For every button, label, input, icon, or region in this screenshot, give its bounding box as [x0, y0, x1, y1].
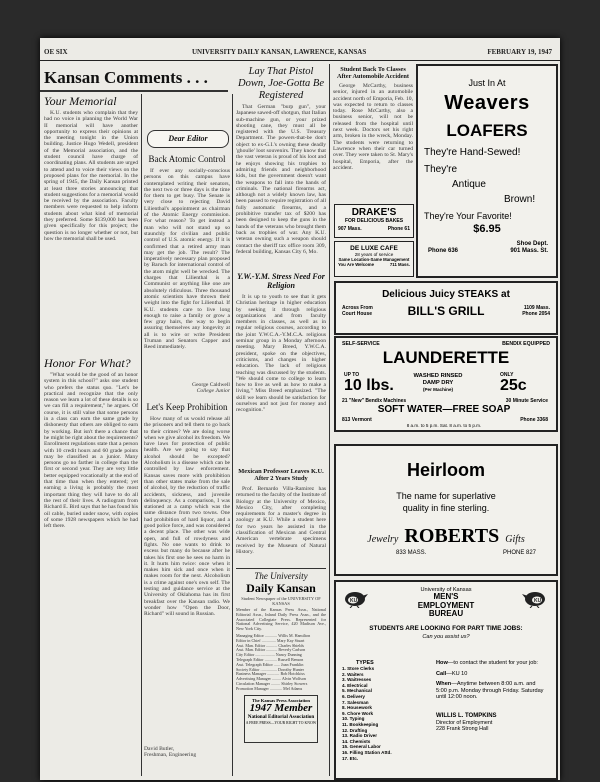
deluxe-cafe-ad — [334, 241, 414, 277]
drakes-sub: FOR DELICIOUS BAKES — [344, 218, 404, 224]
mexican-article — [236, 486, 326, 564]
deluxe-years: 28 years of service — [354, 252, 394, 257]
emp-type-item: 15. General Labor — [342, 744, 381, 750]
drakes-phone: Phone 61 — [387, 226, 410, 232]
paper-name: UNIVERSITY DAILY KANSAN, LAWRENCE, KANSAS — [192, 48, 367, 56]
staff-line: Advertising Manager ......... Alvin Wolfson — [236, 677, 306, 682]
student-headline: Student Back To Classes After Automobile Accident — [337, 66, 409, 80]
emp-type-item: 7. Salesman — [342, 699, 369, 705]
student-article — [333, 83, 413, 199]
seal-year: 1947 — [249, 701, 272, 714]
svg-text:KU: KU — [350, 598, 358, 604]
roberts-contact — [336, 548, 556, 556]
honor-body: "What would be the good of an honor system in this school?" asks one student who prefers the status quo. "Let's be practical and recognize that the only reason we learn a lot of these details is so we can fill a requirement," he argues. Of course, it is still value that some persons in a class can earn the same grade by dishonesty that others are obliged to earn by working. But isn't there a chance that he might be right about the requirements? Enrollment regulations state that a person with 10 credit hours and 60 grade points may be classified as a junior. Many persons go no farther in college than the first or second year. They are very little better equipped vocationally at the end of that time than when they entered; yet earning a living is probably the most important thing they will have to do all the rest of their lives. A radiogram from Richard E. Bird says that he has found his oil cable, buried under snow, with copies of some 1928 newspapers which he had left there. — [44, 372, 138, 530]
emp-when — [436, 681, 546, 701]
memorial-body: K.U. students who complain that they had no voice in planning the World War II memorial will have another opportunity to express their opinions at the meeting tonight in the Union building. Justice Hugo Wedell, president of the Memorial association, and the student council have charge of coordinating plans. All students are urged to attend and to voice their views on the proposed plans for the memorial. In the spring of 1945, the Daily Kansan printed at least three stories announcing that student suggestions for a memorial would be received by the association. Faculty members were requested to help inform students about what kind of memorial they preferred. Some $139,000 has been given specifically for this project; the question is no longer whether or not, but how the memorial shall be used. — [44, 110, 138, 242]
launderette-ad — [334, 336, 558, 432]
emp-director-title: Director of Employment — [436, 719, 493, 726]
prohibition-signature — [144, 746, 230, 759]
weavers-line5: They're Your Favorite! — [424, 211, 512, 221]
weavers-price: $6.95 — [473, 223, 501, 235]
emp-university: University of Kansas — [420, 587, 472, 593]
bills-name: BILL'S GRILL — [407, 304, 485, 318]
heirloom-line1: The name for superlative — [396, 491, 496, 501]
staff-line: Business Manager ............ Bob Hotchkiss — [236, 672, 305, 677]
emp-type-item: 11. Bookkeeping — [342, 721, 379, 727]
pistol-body: That German "burp gun", your Japanese sawed-off shotgun, that Italian sub-machine gun, or your prized shooting cane, they must all be registered with the U.S. Treasury Department. The powers-that-be don't object to ex-G.I.'s owning these deadly 'ghoulie' loot souvenirs. They know that the vast veteran is proud of his loot and he enjoys showing his trophies to admiring friends and neighborhood kids, but the government doesn't want the weapons to fall into the hands of criminals. The national firearms act, although not a widely known law, has been passed to require registration of all fully automatic firearms, and a prohibitive transfer tax of $200 has been designed to keep the guns in the hands of the veterans who brought them back as trophies of war. Any K.U. veteran owning such a weapon should contact the sheriff tax office room 309, federal building, Kansas City 6, Mo. — [236, 104, 326, 255]
laund-price: 25c — [500, 377, 527, 394]
emp-type-item: 5. Mechanical — [342, 688, 372, 694]
pistol-headline: Lay That Pistol Down, Joe-Gotta Be Registered — [237, 66, 325, 101]
jayhawk-icon-right — [522, 588, 548, 608]
jayhawk-icon-left — [342, 588, 368, 608]
emp-types-header: TYPES — [356, 660, 374, 666]
memorial-article — [44, 110, 138, 350]
udk-staff-box — [236, 568, 326, 775]
drakes-ad — [334, 204, 414, 238]
kansan-comments-masthead: Kansan Comments . . . — [44, 68, 208, 87]
emp-type-item: 4. Electrical — [342, 682, 368, 688]
roberts-row — [336, 525, 556, 548]
staff-line: Promotion Manager ............ Mel Adams — [236, 686, 303, 691]
laund-new: 21 "New" Bendix Machines — [342, 398, 407, 404]
weavers-dept: Shoe Dept. — [516, 241, 548, 247]
deluxe-name: DE LUXE CAFE — [350, 245, 398, 252]
emp-type-item: 1. Store Clerks — [342, 666, 375, 671]
laund-service: 30 Minute Service — [505, 398, 548, 404]
emp-when-label: When — [436, 681, 452, 688]
mexican-headline: Mexican Professor Leaves K.U. After 2 Years Study — [238, 468, 324, 483]
employment-bureau-ad — [334, 580, 558, 780]
staff-line: City Editor ................... Nancy Dunning — [236, 653, 302, 658]
seal-free-press: A FREE PRESS—YOUR RIGHT TO KNOW — [245, 720, 317, 725]
emp-type-item: 17. Etc. — [342, 755, 359, 761]
weavers-name: Weavers — [444, 92, 530, 114]
seal-member-word: Member — [274, 701, 313, 714]
emp-type-item: 3. Waitresses — [342, 677, 372, 683]
laund-bendix: BENDIX EQUIPPED — [502, 341, 550, 347]
bills-grill-ad — [334, 281, 558, 335]
weavers-loafers: LOAFERS — [446, 121, 528, 140]
emp-how — [436, 660, 546, 667]
emp-types-list — [342, 660, 422, 761]
heirloom-name: Heirloom — [406, 460, 485, 480]
drakes-contact — [335, 224, 413, 232]
bills-contact: 1109 Mass. Phone 2054 — [522, 305, 550, 317]
page-number: OE SIX — [44, 48, 68, 56]
heirloom-line2: quality in fine sterling. — [402, 503, 490, 513]
column-rule-1 — [141, 94, 142, 776]
emp-type-item: 14. Chemists — [342, 738, 371, 744]
column-rule-2 — [232, 94, 233, 776]
roberts-phone: PHONE 827 — [502, 550, 536, 556]
prohibition-author: David Butler, — [144, 746, 175, 752]
page-date: FEBRUARY 19, 1947 — [487, 48, 552, 56]
atomic-author-title: College Junior — [196, 388, 230, 395]
laund-phone: Phone 3368 — [520, 417, 548, 423]
emp-type-item: 12. Drafting — [342, 727, 368, 733]
weavers-phone: Phone 636 — [428, 248, 459, 254]
mexican-body: Prof. Bernardo Villa-Ramirez has returned to the faculty of the Institute of Biology at the University of Mexico, Mexico City, after completing requirements for a master's degree in zoology at K.U. While a student here for two years he assisted in the classification of Mexican and Central American vertebrate specimens received by the Museum of Natural History. — [236, 486, 326, 555]
emp-call — [436, 671, 546, 678]
laund-machine: (Per Machine) — [422, 387, 454, 392]
emp-instructions — [436, 660, 546, 733]
staff-line: Editor in Chief .............. Mary Kay Stuart — [236, 638, 305, 643]
masthead-rule — [40, 90, 228, 92]
deluxe-welcome: You Are Welcome — [338, 262, 374, 267]
roberts-gifts: Gifts — [505, 534, 525, 545]
weavers-line1: They're Hand-Sewed! — [424, 147, 521, 158]
emp-types-items — [342, 666, 422, 761]
emp-type-item: 10. Typing — [342, 716, 365, 722]
emp-how-label: How — [436, 660, 448, 666]
weavers-contact — [418, 247, 556, 254]
laund-upto-block — [344, 372, 394, 394]
emp-type-item: 2. Waiters — [342, 671, 364, 677]
roberts-addr: 833 MASS. — [396, 550, 427, 556]
weavers-just-in: Just In At — [468, 78, 506, 88]
memorial-headline: Your Memorial — [44, 94, 117, 108]
laund-soft-water: SOFT WATER—FREE SOAP — [377, 404, 511, 415]
staff-line: Society Editor ................ Dorothy Hunter — [236, 667, 304, 672]
dear-editor-text: Dear Editor — [168, 134, 208, 143]
student-body: George McCarthy, business senior, injured in an automobile accident north of Emporia, Feb. 10, was expected to return to classes today. Rose McCarthy, also a business senior, will not be released from the hospital until next week. Doctors set his right arm, broken in the wreck, Monday. The students were returning to Lawrence when their car turned over. They were taken to St. Mary's hospital, Emporia, after the accident. — [333, 83, 413, 171]
staff-line: Asst. Man. Editor ........... Beverly Carlson — [236, 648, 306, 653]
honor-headline: Honor For What? — [44, 356, 131, 370]
laund-name: LAUNDERETTE — [382, 348, 510, 367]
bills-headline: Delicious Juicy STEAKS at — [382, 289, 510, 300]
staff-line: Asst. Man. Editor ........... Charles Shields — [236, 643, 304, 648]
deluxe-same: Same Location-Same Management — [338, 257, 410, 262]
emp-students: STUDENTS ARE LOOKING FOR PART TIME JOBS: — [369, 624, 523, 632]
drakes-name: DRAKE'S — [351, 207, 397, 218]
udk-subtitle: Student Newspaper of the UNIVERSITY OF KANSAS — [241, 596, 321, 606]
emp-how-text: —to contact the student for your job: — [447, 660, 538, 666]
dear-editor-label — [147, 130, 229, 148]
honor-article — [44, 372, 138, 776]
page-header — [40, 38, 560, 61]
deluxe-addr: 711 Mass. — [389, 262, 410, 267]
svg-text:KU: KU — [534, 598, 542, 604]
staff-line: Telegraph Editor ............ Russell Benson — [236, 657, 304, 662]
column-rule-3 — [329, 64, 330, 776]
laund-price-block — [500, 372, 527, 394]
roberts-name: ROBERTS — [404, 525, 500, 547]
deluxe-footer — [335, 262, 413, 267]
drakes-addr: 907 Mass. — [338, 226, 362, 232]
pistol-article — [236, 104, 326, 266]
emp-call-label: Call — [436, 670, 447, 677]
prohibition-author-title: Freshman, Engineering — [144, 752, 197, 759]
weavers-line3: Antique — [452, 179, 486, 190]
emp-call-text: —KU 10 — [446, 670, 468, 677]
press-association-seal — [244, 695, 318, 743]
weavers-line2: They're — [424, 164, 458, 175]
staff-line: Asst. Telegraph Editor ...... Joan Franklin — [236, 662, 304, 667]
roberts-jewelry: Jewelry — [367, 534, 399, 545]
staff-line: Managing Editor ............ Willis M. Hamilton — [236, 633, 311, 638]
emp-bureau: BUREAU — [428, 609, 464, 618]
udk-name: Daily Kansan — [246, 581, 316, 595]
atomic-body: If ever any socially-conscious persons on this campus have contemplated writing their senators, the next two or three days is the time for them to get busy. The Senate is very close to rejecting David Lilienthal's appointment as chairman of the Atomic Energy commission. For what reason? To get instead a man who will not stand up so staunchly for civilian and public control of U.S. atomic energy. If it is confirmed that a retired army man may get the job. The result? The imperatively necessary plan proposed by Baruch for international control of the atom might well be wrecked. The charges that Lilienthal is a Communist or anything like one are absolutely ridiculous. Three thousand atomic scientists have thrown their weight into the fight for Lilienthal. If K.U. students care to live long enough to raise a family or grow a few gray hairs, the way to begin assuring themselves any longevity at all is to wire or write President Truman and Senators Capper and Reed immediately. — [144, 168, 230, 351]
weavers-ad — [416, 64, 558, 278]
seal-association: The Kansas Press Association — [252, 697, 310, 703]
emp-type-item: 16. Filling Station Attd. — [342, 749, 392, 755]
prohibition-article — [144, 416, 230, 742]
laund-upto: UP TO — [344, 372, 360, 378]
emp-director-addr: 228 Frank Strong Hall — [436, 726, 489, 733]
emp-type-item: 13. Radio Driver — [342, 733, 377, 739]
laund-lbs: 10 lbs. — [344, 377, 394, 394]
weavers-line4: Brown! — [504, 194, 536, 205]
atomic-signature — [144, 382, 230, 395]
weavers-addr: 901 Mass. St. — [510, 248, 548, 254]
laund-only: ONLY — [500, 372, 514, 378]
udk-the: The University — [254, 571, 308, 581]
ywca-body: It is up to youth to see that it gets Christian heritage in higher education by seeking it through religious organizations and from faculty members in classes, as well as in regular religious courses, according to the joint Y.W.C.A.-Y.M.C.A. religious seminar group in a Monday afternoon meeting. Mary Breed, Y.W.C.A. president, spoke on the objectives, criticisms, and changes in higher education. The lack of religious teaching was discussed by the students. "We should come to college to learn how to live as well as how to make a living," Miss Breed emphasized. "The skill we learn should be satisfaction for ourselves and not just for money and recognition." — [236, 294, 326, 414]
roberts-heirloom-ad — [334, 444, 558, 576]
emp-mens: MEN'S — [433, 592, 459, 601]
laund-washed: WASHED RINSED DAMP DRY — [413, 373, 463, 386]
laund-washed-block — [408, 373, 468, 392]
prohibition-body: How many of us would release all the prisoners and tell them to go back to their crimes? We are doing worse when we give alcohol its freedom. We have laws for protection of public health. Are we going to say that alcohol should be excepted? Alcoholism is a disease which can be controlled by law enforcement. Kansas saves more with prohibition than other states make from the sale of alcohol, by the reduction of traffic accidents, sickness, and juvenile delinquency. As a comparison, I was stationed at a camp which was the same distance from two towns. One had prohibition of hard liquor, and a good police force, and was considered a decent place. The other was wide open, and full of rowdyness and fights. No one wants to drink to excess but many do because after he takes his first one he sees no harm in it. It hurts him twice: once when it makes him sick and once when it makes room for the next. Alcoholism is a crime against one's own self. The testing and guidance service at the University of Oklahoma has its first breakfast over the Kansan radio. We wonder how "Open the Door, Richard" will sound in Russian. — [144, 416, 230, 618]
emp-when-text: —Anytime between 8:00 a.m. and 5:00 p.m. Monday through Friday. Saturday until 12:00 noon. — [436, 681, 544, 701]
atomic-author: George Caldwell — [192, 382, 230, 388]
staff-line: Circulation Manager ......... Shirley Stowers — [236, 681, 308, 686]
emp-employment: EMPLOYMENT — [417, 600, 475, 610]
prohibition-headline: Let's Keep Prohibition — [146, 402, 228, 412]
ywca-headline: Y.W.-Y.M. Stress Need For Religion — [237, 272, 325, 290]
emp-type-item: 9. Chore Work — [342, 710, 374, 716]
laund-top-row — [336, 338, 556, 347]
laund-self-service: SELF-SERVICE — [342, 341, 380, 347]
atomic-headline: Back Atomic Control — [148, 154, 226, 164]
udk-staff-list — [236, 634, 326, 692]
emp-type-item: 6. Delivery — [342, 693, 365, 699]
seal-nea: National Editorial Association — [247, 713, 315, 720]
ywca-article — [236, 294, 326, 464]
laund-addr: 813 Vermont — [342, 417, 372, 423]
newspaper-page — [40, 38, 560, 780]
emp-type-item: 8. Housework — [342, 705, 372, 711]
emp-director-name: WILLIS L. TOMPKINS — [436, 712, 497, 719]
udk-memberships: Member of the Kansas Press Assn., National Editorial Assn., Inland Daily Press Assn., and the Associated Collegiate Press. Represented for National Advertising Service, 420 Madison Ave., New York City. — [236, 607, 326, 632]
bills-row — [336, 300, 556, 318]
atomic-article — [144, 168, 230, 378]
laund-hours: 8 a.m. to 5 p.m. Sat. 8 a.m. to 5 p.m. — [406, 423, 482, 428]
emp-assist: Can you assist us? — [422, 633, 470, 640]
bills-location: Across From Court House — [342, 305, 373, 317]
seal-member — [245, 703, 317, 714]
